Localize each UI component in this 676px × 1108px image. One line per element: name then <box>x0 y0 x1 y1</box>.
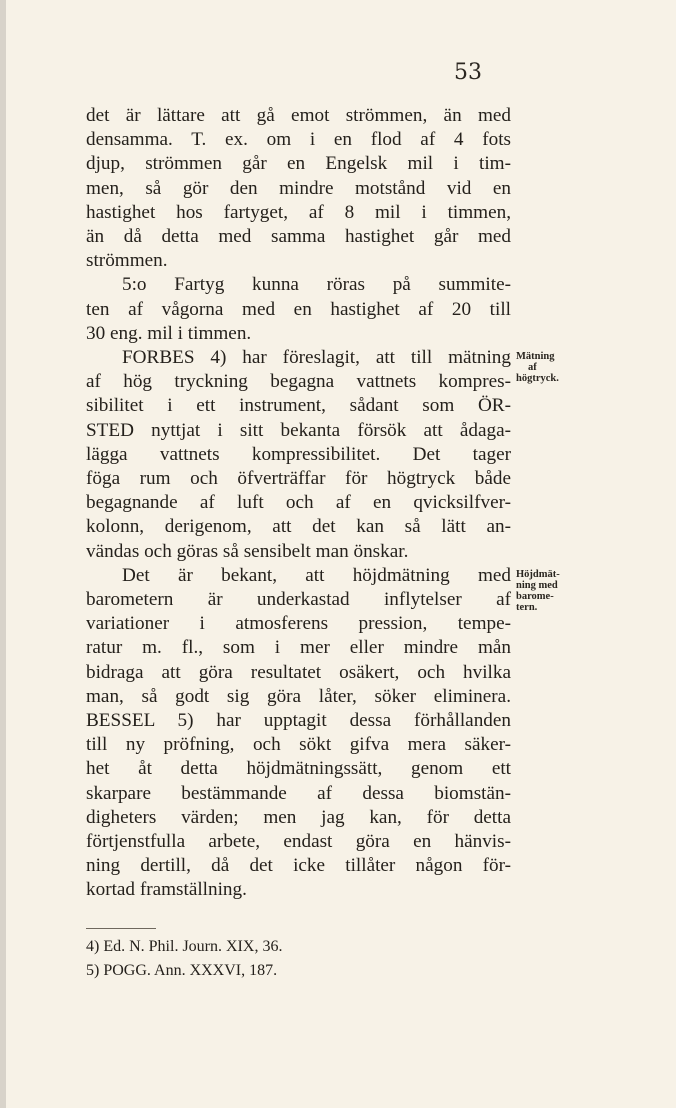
body-line: sibilitet i ett instrument, sådant som ÖR- <box>86 395 511 417</box>
body-line: lägga vattnets kompressibilitet. Det tager <box>86 443 511 465</box>
margin-note-line: Mätning <box>516 351 555 362</box>
margin-note-line: högtryck. <box>516 373 559 384</box>
margin-note-line: af <box>528 362 537 373</box>
body-line: 30 eng. mil i timmen. <box>86 322 252 344</box>
body-line: till ny pröfning, och sökt gifva mera säker- <box>86 734 511 756</box>
body-line: bidraga att göra resultatet osäkert, och hvilka <box>86 661 511 683</box>
body-line: förtjenstfulla arbete, endast göra en hänvis- <box>86 831 511 852</box>
body-line: vändas och göras så sensibelt man önskar. <box>86 540 409 562</box>
body-line: 5:o Fartyg kunna röras på summite- <box>122 274 511 296</box>
margin-note-line: tern. <box>516 602 538 613</box>
margin-note-line: Höjdmät- <box>516 569 560 580</box>
body-line: ning dertill, då det icke tillåter någon för- <box>86 855 511 877</box>
body-line: Det är bekant, att höjdmätning med <box>122 564 511 586</box>
footnote-divider <box>86 928 156 929</box>
footnote: 4) Ed. N. Phil. Journ. XIX, 36. <box>86 938 283 955</box>
footnotes <box>86 935 446 983</box>
margin-note-line: ning med <box>516 580 558 591</box>
body-line: het åt detta höjdmätningssätt, genom ett <box>86 758 511 780</box>
body-line: men, så gör den mindre motstånd vid en <box>86 177 511 199</box>
body-line: begagnande af luft och af en qvicksilfver- <box>86 492 511 514</box>
body-line: BESSEL 5) har upptagit dessa förhållanden <box>86 710 511 731</box>
body-line: af hög tryckning begagna vattnets kompres- <box>86 371 511 393</box>
body-line: föga rum och öfverträffar för högtryck både <box>86 468 511 489</box>
margin-note-matning <box>516 351 604 384</box>
body-line: STED nyttjat i sitt bekanta försök att ådaga- <box>86 419 511 441</box>
body-line: FORBES 4) har föreslagit, att till mätning <box>122 347 511 368</box>
body-line: kolonn, derigenom, att det kan så lätt an- <box>86 516 511 538</box>
page-number: 53 <box>454 60 482 85</box>
body-line: ratur m. fl., som i mer eller mindre mån <box>86 637 511 659</box>
body-line: densamma. T. ex. om i en flod af 4 fots <box>86 129 511 151</box>
body-line: kortad framställning. <box>86 879 247 901</box>
body-line: djup, strömmen går en Engelsk mil i tim- <box>86 153 511 175</box>
body-line: skarpare bestämmande af dessa biomstän- <box>86 782 511 804</box>
body-line: strömmen. <box>86 250 168 272</box>
body-line: digheters värden; men jag kan, för detta <box>86 806 511 828</box>
body-line: man, så godt sig göra låter, söker eliminera. <box>86 685 511 707</box>
body-line: än då detta med samma hastighet går med <box>86 226 511 247</box>
margin-note-hojdmatning <box>516 569 604 613</box>
body-line: hastighet hos fartyget, af 8 mil i timmen, <box>86 201 511 223</box>
body-line: variationer i atmosferens pression, tempe- <box>86 613 511 635</box>
body-line: det är lättare att gå emot strömmen, än med <box>86 105 511 126</box>
body-line: barometern är underkastad inflytelser af <box>86 589 511 610</box>
footnote: 5) POGG. Ann. XXXVI, 187. <box>86 962 278 979</box>
body-line: ten af vågorna med en hastighet af 20 till <box>86 298 511 320</box>
margin-note-line: barome- <box>516 591 554 602</box>
